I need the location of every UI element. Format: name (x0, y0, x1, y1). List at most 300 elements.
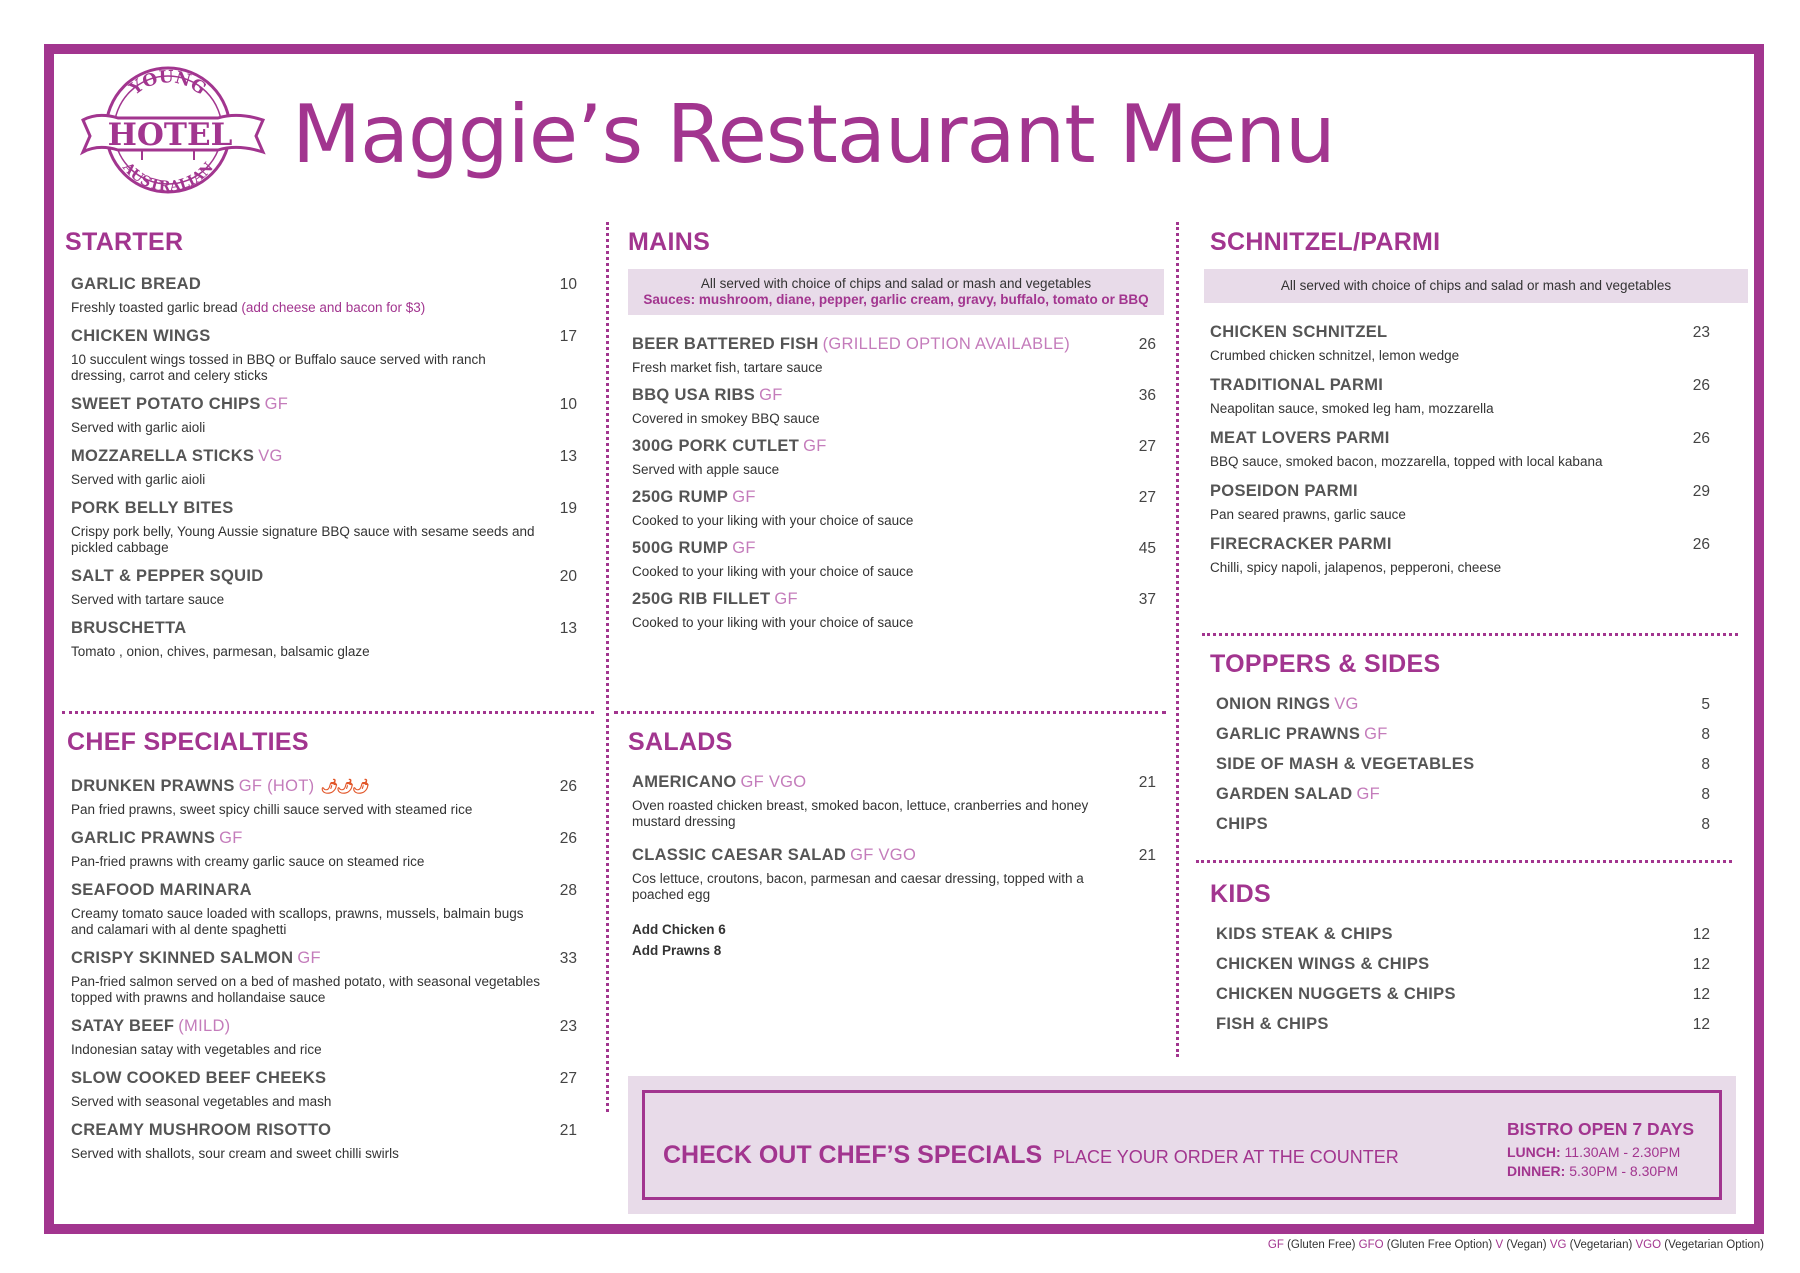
item-name-text: 300G PORK CUTLET (632, 437, 800, 455)
item-name-text: SATAY BEEF (71, 1017, 175, 1035)
item-description-text: Cooked to your liking with your choice of sauce (632, 615, 914, 630)
item-name-text: FIRECRACKER PARMI (1210, 535, 1392, 553)
item-header (1210, 323, 1710, 342)
banner-border (642, 1090, 1722, 1200)
svg-text:AUSTRALIAN (119, 159, 217, 195)
item-price: 21 (1138, 774, 1156, 791)
banner-specials-text: CHECK OUT CHEF’S SPECIALS (663, 1141, 1043, 1169)
item-description (632, 462, 1156, 478)
item-name-text: SWEET POTATO CHIPS (71, 395, 261, 413)
item-name (71, 275, 201, 294)
item-description-text: Tomato , onion, chives, parmesan, balsamic glaze (71, 644, 370, 659)
item-price: 8 (1701, 816, 1710, 833)
item-price: 26 (1692, 377, 1710, 394)
schnitzel-note-text: All served with choice of chips and salad or mash and vegetables (1280, 278, 1672, 293)
item-description (632, 564, 1156, 580)
item-name-text: DRUNKEN PRAWNS (71, 777, 235, 795)
item-name-text: CREAMY MUSHROOM RISOTTO (71, 1121, 332, 1139)
item-name (632, 488, 756, 507)
item-description (71, 974, 541, 1006)
item-name (632, 846, 916, 865)
item-header (632, 386, 1156, 405)
item-description-text: Cooked to your liking with your choice of sauce (632, 513, 914, 528)
item-price: 33 (559, 950, 577, 967)
item-description (71, 592, 541, 608)
item-description (632, 798, 1102, 830)
item-price: 8 (1701, 786, 1710, 803)
item-name-text: KIDS STEAK & CHIPS (1216, 925, 1393, 943)
item-header (1210, 429, 1710, 448)
item-description-text: Served with shallots, sour cream and sweet chilli swirls (71, 1146, 399, 1161)
item-price: 12 (1692, 956, 1710, 973)
menu-item (632, 488, 1156, 529)
menu-item (71, 777, 577, 818)
item-description-text: Served with garlic aioli (71, 420, 206, 435)
item-name (71, 829, 243, 848)
menu-item (632, 773, 1156, 830)
menu-item (1216, 815, 1710, 834)
item-description (632, 513, 1156, 529)
item-name-text: CHICKEN NUGGETS & CHIPS (1216, 985, 1456, 1003)
item-description (71, 854, 541, 870)
item-header (632, 488, 1156, 507)
dietary-tag: GF (219, 829, 243, 847)
item-name-text: BBQ USA RIBS (632, 386, 756, 404)
menu-item (1216, 955, 1710, 974)
item-name-text: BEER BATTERED FISH (632, 335, 819, 353)
item-description (1210, 507, 1710, 523)
dietary-tag: GF VGO (850, 846, 917, 864)
menu-item (71, 275, 577, 316)
item-header (71, 619, 577, 638)
item-name-text: PORK BELLY BITES (71, 499, 234, 517)
column-divider-1 (606, 222, 609, 1112)
legend-value: (Vegan) (1506, 1239, 1547, 1251)
item-name (632, 590, 798, 609)
item-description (71, 1146, 541, 1162)
lunch-label: LUNCH: (1507, 1144, 1561, 1160)
item-name (1216, 815, 1268, 834)
salads-section (628, 728, 1156, 961)
item-price: 10 (559, 396, 577, 413)
menu-item (71, 619, 577, 660)
menu-item (71, 447, 577, 488)
item-name-text: CHIPS (1216, 815, 1268, 833)
section-title: TOPPERS & SIDES (1210, 650, 1441, 678)
addon-item: Add Prawns 8 (632, 943, 722, 958)
item-name (71, 327, 211, 346)
item-price: 17 (559, 328, 577, 345)
item-description-text: Chilli, spicy napoli, jalapenos, pepperoni, cheese (1210, 560, 1502, 575)
item-description (71, 802, 541, 818)
item-price: 13 (559, 620, 577, 637)
item-description (71, 1094, 541, 1110)
item-description-text: Served with apple sauce (632, 462, 780, 477)
item-name-text: POSEIDON PARMI (1210, 482, 1358, 500)
menu-item (71, 395, 577, 436)
lunch-hours (1507, 1143, 1694, 1162)
item-name (1216, 1015, 1329, 1034)
item-name (1216, 785, 1380, 804)
item-name (71, 1017, 230, 1036)
schnitzel-section (1210, 228, 1736, 588)
item-header (632, 846, 1156, 865)
dietary-tag: GF (732, 488, 756, 506)
menu-item (71, 567, 577, 608)
legend-value: (Gluten Free Option) (1386, 1239, 1493, 1251)
item-header (71, 1121, 577, 1140)
dinner-hours (1507, 1162, 1694, 1181)
section-title: KIDS (1210, 880, 1271, 908)
legend-value: (Vegetarian) (1569, 1239, 1633, 1251)
item-name (71, 395, 288, 414)
item-name-text: CHICKEN WINGS & CHIPS (1216, 955, 1430, 973)
item-price: 8 (1701, 726, 1710, 743)
chilli-icon: 🌶🌶🌶 (320, 778, 368, 794)
banner-order-text: PLACE YOUR ORDER AT THE COUNTER (1053, 1147, 1399, 1167)
item-name (71, 1069, 326, 1088)
item-name-text: 250G RUMP (632, 488, 729, 506)
item-header (1210, 535, 1710, 554)
item-header (1210, 482, 1710, 501)
menu-item (1216, 695, 1710, 714)
item-description-text: Pan-fried salmon served on a bed of mashed potato, with seasonal vegetables topped with prawns and hollandaise sauce (71, 974, 541, 1005)
item-price: 26 (559, 778, 577, 795)
menu-item (1216, 1015, 1710, 1034)
item-name-text: BRUSCHETTA (71, 619, 187, 637)
dietary-tag: GF (803, 437, 827, 455)
item-header (71, 1069, 577, 1088)
item-price: 27 (559, 1070, 577, 1087)
mains-section (628, 228, 1156, 641)
item-description (71, 472, 541, 488)
kids-section (1210, 880, 1710, 1045)
menu-item (1210, 429, 1710, 470)
item-name (71, 499, 234, 518)
item-name-text: CLASSIC CAESAR SALAD (632, 846, 847, 864)
item-name-text: AMERICANO (632, 773, 737, 791)
item-name (632, 437, 827, 456)
section-title: STARTER (65, 228, 184, 256)
item-name (71, 447, 283, 466)
item-description-text: BBQ sauce, smoked bacon, mozzarella, topped with local kabana (1210, 454, 1603, 469)
item-price: 10 (559, 276, 577, 293)
item-price: 23 (1692, 324, 1710, 341)
item-description (71, 1042, 541, 1058)
item-header (71, 829, 577, 848)
item-name-text: SEAFOOD MARINARA (71, 881, 252, 899)
item-name (71, 881, 252, 900)
item-description (632, 615, 1156, 631)
dinner-label: DINNER: (1507, 1163, 1566, 1179)
item-header (71, 949, 577, 968)
item-price: 26 (1692, 536, 1710, 553)
item-name (71, 619, 186, 638)
mains-divider (614, 711, 1166, 714)
legend-key: VG (1549, 1239, 1567, 1251)
item-name-text: ONION RINGS (1216, 695, 1331, 713)
menu-item (71, 1121, 577, 1162)
item-header (71, 327, 577, 346)
menu-item (1216, 985, 1710, 1004)
item-description-text: Indonesian satay with vegetables and rice (71, 1042, 322, 1057)
dietary-tag: GF (732, 539, 756, 557)
item-price: 26 (1692, 430, 1710, 447)
item-name-text: GARLIC PRAWNS (1216, 725, 1361, 743)
starter-divider (62, 711, 594, 714)
banner-hours (1507, 1119, 1694, 1181)
section-title: CHEF SPECIALTIES (67, 728, 309, 756)
item-description (1210, 401, 1710, 417)
menu-item (1210, 376, 1710, 417)
item-name-text: GARDEN SALAD (1216, 785, 1353, 803)
menu-item (1210, 482, 1710, 523)
item-name (71, 1121, 331, 1140)
item-description (71, 420, 541, 436)
item-name (71, 949, 321, 968)
item-header (71, 447, 577, 466)
toppers-sides-section (1210, 650, 1710, 845)
item-description-text: Oven roasted chicken breast, smoked bacon, lettuce, cranberries and honey mustard dressing (632, 798, 1089, 829)
item-header (632, 773, 1156, 792)
item-price: 26 (1138, 336, 1156, 353)
item-price: 45 (1138, 540, 1156, 557)
item-price: 5 (1701, 696, 1710, 713)
item-header (71, 567, 577, 586)
logo-main-text: HOTEL (107, 117, 233, 153)
item-price: 12 (1692, 926, 1710, 943)
item-name (1216, 695, 1359, 714)
dietary-tag: VG (258, 447, 283, 465)
item-description-text: Cooked to your liking with your choice of sauce (632, 564, 914, 579)
item-name (1216, 725, 1388, 744)
item-price: 21 (559, 1122, 577, 1139)
menu-item (71, 881, 577, 938)
item-name (1210, 376, 1383, 395)
menu-item (632, 386, 1156, 427)
hotel-logo (78, 60, 268, 200)
item-name-text: GARLIC PRAWNS (71, 829, 216, 847)
legend-value: (Gluten Free) (1287, 1239, 1356, 1251)
item-description-text: Pan seared prawns, garlic sauce (1210, 507, 1406, 522)
item-price: 20 (559, 568, 577, 585)
dietary-tag: GF (297, 949, 321, 967)
item-name (1216, 755, 1474, 774)
item-name-text: CRISPY SKINNED SALMON (71, 949, 294, 967)
bistro-open-title: BISTRO OPEN 7 DAYS (1507, 1119, 1695, 1139)
schnitzel-divider (1202, 633, 1738, 636)
dinner-time: 5.30PM - 8.30PM (1569, 1163, 1679, 1179)
menu-item (632, 539, 1156, 580)
menu-item (632, 590, 1156, 631)
item-description-text: 10 succulent wings tossed in BBQ or Buffalo sauce served with ranch dressing, carrot and celery sticks (71, 352, 486, 383)
dietary-tag: GF (759, 386, 783, 404)
item-name-text: 500G RUMP (632, 539, 729, 557)
menu-item (1216, 925, 1710, 944)
item-description (71, 524, 541, 556)
item-name (632, 539, 756, 558)
item-description (632, 871, 1102, 903)
menu-item (1210, 535, 1710, 576)
lunch-time: 11.30AM - 2.30PM (1564, 1144, 1681, 1160)
column-divider-2 (1176, 222, 1179, 1057)
section-title: SCHNITZEL/PARMI (1210, 228, 1441, 256)
item-name (632, 335, 1070, 354)
schnitzel-note (1204, 269, 1748, 303)
item-header (71, 275, 577, 294)
item-price: 28 (559, 882, 577, 899)
item-description-text: Crumbed chicken schnitzel, lemon wedge (1210, 348, 1460, 363)
legend-key: VGO (1635, 1239, 1662, 1251)
menu-item (1216, 725, 1710, 744)
page-title: Maggie’s Restaurant Menu (292, 88, 1335, 181)
item-name (71, 567, 263, 586)
mains-sauces: Sauces: mushroom, diane, pepper, garlic cream, gravy, buffalo, tomato or BBQ (643, 292, 1149, 307)
menu-item (71, 1017, 577, 1058)
item-description (1210, 348, 1710, 364)
item-price: 29 (1692, 483, 1710, 500)
menu-item (71, 499, 577, 556)
dietary-legend (1268, 1239, 1764, 1251)
item-name (1216, 985, 1456, 1004)
item-price: 12 (1692, 986, 1710, 1003)
sides-divider (1196, 860, 1732, 863)
item-description-text: Neapolitan sauce, smoked leg ham, mozzarella (1210, 401, 1494, 416)
menu-item (71, 829, 577, 870)
mains-note-text: All served with choice of chips and salad or mash and vegetables (700, 276, 1092, 291)
item-description-text: Served with tartare sauce (71, 592, 225, 607)
logo-bottom-text: AUSTRALIAN (119, 159, 217, 196)
menu-item (632, 846, 1156, 903)
item-name-text: CHICKEN WINGS (71, 327, 211, 345)
item-price: 8 (1701, 756, 1710, 773)
chef-specialties-section (67, 728, 577, 1173)
dietary-tag: GF (1356, 785, 1381, 803)
item-description-note: (add cheese and bacon for $3) (241, 300, 426, 315)
item-name-text: SALT & PEPPER SQUID (71, 567, 264, 585)
item-name (1216, 955, 1429, 974)
item-name-text: MOZZARELLA STICKS (71, 447, 255, 465)
dietary-tag: GF (1364, 725, 1388, 743)
item-price: 27 (1138, 489, 1156, 506)
menu-item (632, 437, 1156, 478)
legend-key: GFO (1358, 1239, 1384, 1251)
specials-banner (628, 1076, 1736, 1214)
legend-key: GF (1267, 1239, 1284, 1251)
item-description-text: Served with garlic aioli (71, 472, 206, 487)
item-header (71, 777, 577, 796)
menu-item (632, 335, 1156, 376)
item-name-text: FISH & CHIPS (1216, 1015, 1329, 1033)
dietary-tag: GF (264, 395, 289, 413)
menu-item (1216, 785, 1710, 804)
dietary-tag: GF VGO (740, 773, 807, 791)
item-description (71, 644, 541, 660)
menu-item (1210, 323, 1710, 364)
item-name-text: SLOW COOKED BEEF CHEEKS (71, 1069, 327, 1087)
item-header (1210, 376, 1710, 395)
item-description (71, 906, 541, 938)
item-description-text: Served with seasonal vegetables and mash (71, 1094, 332, 1109)
item-description-text: Fresh market fish, tartare sauce (632, 360, 823, 375)
item-price: 36 (1138, 387, 1156, 404)
item-description-text: Creamy tomato sauce loaded with scallops, prawns, mussels, balmain bugs and calamari with al dente spaghetti (71, 906, 524, 937)
legend-value: (Vegetarian Option) (1664, 1239, 1764, 1251)
menu-item (71, 1069, 577, 1110)
dietary-tag: (MILD) (178, 1017, 231, 1035)
item-price: 19 (559, 500, 577, 517)
menu-item (71, 949, 577, 1006)
item-name (1210, 482, 1358, 501)
item-header (71, 395, 577, 414)
svg-text:YOUNG (125, 67, 209, 100)
item-description-text: Cos lettuce, croutons, bacon, parmesan and caesar dressing, topped with a poached egg (632, 871, 1084, 902)
item-description (71, 300, 541, 316)
item-description (632, 360, 1156, 376)
item-description (71, 352, 541, 384)
dietary-tag: VG (1334, 695, 1359, 713)
item-name-text: GARLIC BREAD (71, 275, 202, 293)
item-name (71, 777, 368, 796)
addon-item: Add Chicken 6 (632, 922, 726, 937)
dietary-tag: GF (HOT) (238, 777, 315, 795)
item-name (1216, 925, 1393, 944)
item-price: 23 (559, 1018, 577, 1035)
mains-note (628, 269, 1164, 315)
item-price: 26 (559, 830, 577, 847)
item-header (632, 590, 1156, 609)
item-description-text: Crispy pork belly, Young Aussie signature BBQ sauce with sesame seeds and pickled cabbage (71, 524, 535, 555)
item-header (71, 499, 577, 518)
legend-key: V (1495, 1239, 1504, 1251)
item-description-text: Pan fried prawns, sweet spicy chilli sauce served with steamed rice (71, 802, 473, 817)
logo-top-text: YOUNG (126, 67, 210, 100)
menu-item (71, 327, 577, 384)
item-name-text: TRADITIONAL PARMI (1210, 376, 1384, 394)
dietary-tag: GF (774, 590, 798, 608)
item-name (1210, 323, 1387, 342)
item-header (632, 437, 1156, 456)
item-price: 37 (1138, 591, 1156, 608)
item-description-text: Covered in smokey BBQ sauce (632, 411, 820, 426)
item-name (632, 773, 806, 792)
item-name-text: SIDE OF MASH & VEGETABLES (1216, 755, 1475, 773)
item-name-text: CHICKEN SCHNITZEL (1210, 323, 1388, 341)
item-description-text: Freshly toasted garlic bread (71, 300, 238, 315)
section-title: SALADS (628, 728, 733, 756)
item-price: 13 (559, 448, 577, 465)
item-description (1210, 560, 1710, 576)
item-name (1210, 429, 1390, 448)
section-title: MAINS (628, 228, 711, 256)
starter-section (65, 228, 577, 671)
item-header (71, 881, 577, 900)
menu-item (1216, 755, 1710, 774)
item-name (632, 386, 783, 405)
item-name (1210, 535, 1392, 554)
item-description (1210, 454, 1710, 470)
item-name-text: 250G RIB FILLET (632, 590, 771, 608)
item-price: 27 (1138, 438, 1156, 455)
item-name-text: MEAT LOVERS PARMI (1210, 429, 1390, 447)
item-description-text: Pan-fried prawns with creamy garlic sauce on steamed rice (71, 854, 425, 869)
dietary-tag: (GRILLED OPTION AVAILABLE) (822, 335, 1071, 353)
item-price: 12 (1692, 1016, 1710, 1033)
item-header (632, 335, 1156, 354)
item-description (632, 411, 1156, 427)
item-price: 21 (1138, 847, 1156, 864)
item-header (632, 539, 1156, 558)
